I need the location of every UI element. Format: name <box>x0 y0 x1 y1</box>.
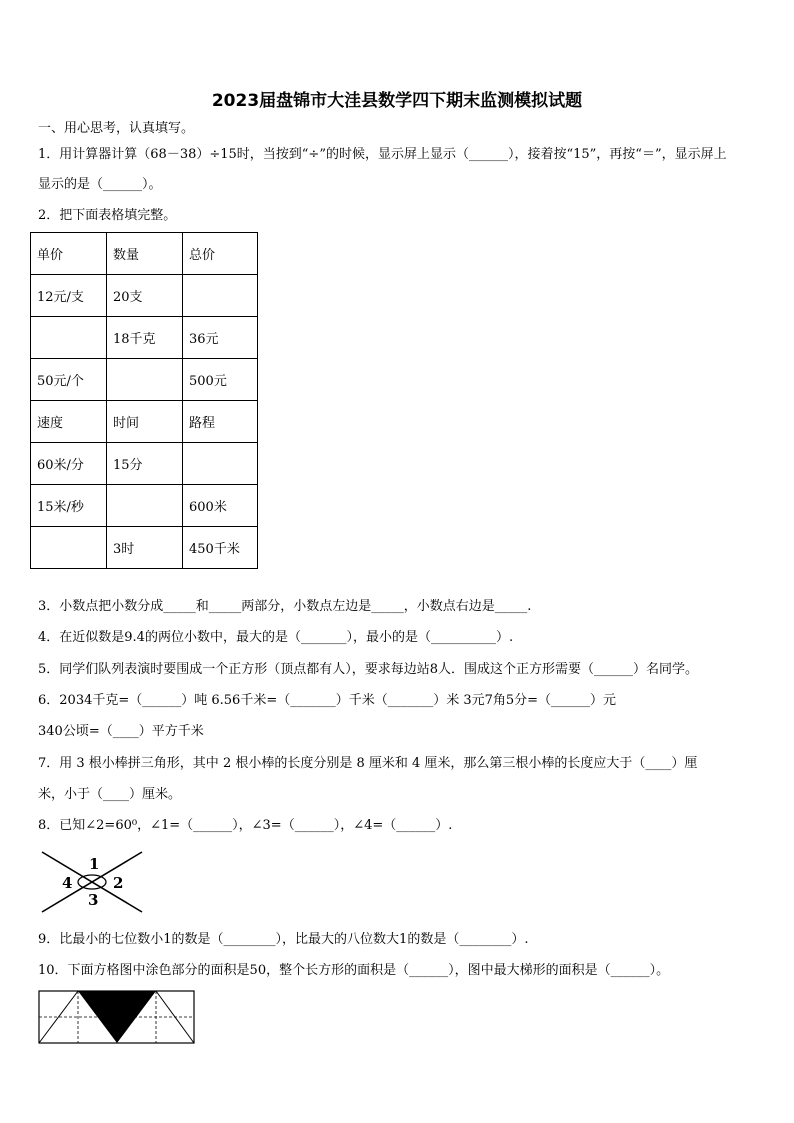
question-1-line-2: 显示的是（______）。 <box>38 177 162 192</box>
question-1-line-1: 1．用计算器计算（68－38）÷15时，当按到“÷”的时候，显示屏上显示（______），接着按“15”，再按“＝”，显示屏上 <box>38 147 727 162</box>
table-cell: 数量 <box>107 233 183 275</box>
table-cell: 18千克 <box>107 317 183 359</box>
angle-label-2: 2 <box>113 874 124 892</box>
question-6-line-2: 340公顷=（____）平方千米 <box>38 724 204 739</box>
table-cell: 15分 <box>107 443 183 485</box>
table-row <box>31 275 258 317</box>
question-2-text: 2．把下面表格填完整。 <box>38 208 177 223</box>
unit-price-table <box>30 232 258 569</box>
table-cell: 15米/秒 <box>31 485 107 527</box>
table-cell: 单价 <box>31 233 107 275</box>
question-7-line-2: 米，小于（____）厘米。 <box>38 787 182 802</box>
intersecting-lines-diagram <box>36 848 148 916</box>
table-cell <box>107 485 183 527</box>
angle-label-4: 4 <box>62 874 73 892</box>
question-8-text: 8．已知∠2=60⁰，∠1=（______），∠3=（______），∠4=（______）. <box>38 818 453 833</box>
page-title: 2023届盘锦市大洼县数学四下期末监测模拟试题 <box>211 91 583 111</box>
question-7-line-1: 7．用 3 根小棒拼三角形，其中 2 根小棒的长度分别是 8 厘米和 4 厘米，那么第三根小棒的长度应大于（____）厘 <box>38 756 698 771</box>
table-row <box>31 527 258 569</box>
table-cell: 时间 <box>107 401 183 443</box>
table-cell: 600米 <box>183 485 258 527</box>
table-cell <box>183 443 258 485</box>
table-row <box>31 443 258 485</box>
angle-label-1: 1 <box>89 855 100 873</box>
question-4: 4．在近似数是9.4的两位小数中，最大的是（_______），最小的是（__________）. <box>38 630 514 645</box>
section-heading: 一、用心思考，认真填写。 <box>38 121 195 136</box>
table-cell <box>107 359 183 401</box>
table-cell <box>31 317 107 359</box>
question-3: 3．小数点把小数分成_____和_____两部分，小数点左边是_____，小数点右边是_____. <box>38 599 532 614</box>
table-row <box>31 401 258 443</box>
table-cell <box>31 527 107 569</box>
table-cell: 总价 <box>183 233 258 275</box>
table-cell: 450千米 <box>183 527 258 569</box>
table-cell: 12元/支 <box>31 275 107 317</box>
table-row <box>31 233 258 275</box>
table-cell: 60米/分 <box>31 443 107 485</box>
table-cell: 20支 <box>107 275 183 317</box>
table-cell: 500元 <box>183 359 258 401</box>
table-row <box>31 317 258 359</box>
table-cell: 路程 <box>183 401 258 443</box>
table-cell: 36元 <box>183 317 258 359</box>
table-cell: 3时 <box>107 527 183 569</box>
table-row <box>31 359 258 401</box>
table-cell: 速度 <box>31 401 107 443</box>
table-cell: 50元/个 <box>31 359 107 401</box>
question-6-line-1: 6．2034千克=（______）吨 6.56千米=（_______）千米（_______）米 3元7角5分=（______）元 <box>38 693 617 708</box>
table-row <box>31 485 258 527</box>
table-cell <box>183 275 258 317</box>
grid-trapezoid-figure <box>38 990 196 1046</box>
question-10: 10．下面方格图中涂色部分的面积是50，整个长方形的面积是（______），图中最大梯形的面积是（______）。 <box>38 963 670 978</box>
question-9: 9．比最小的七位数小1的数是（________），比最大的八位数大1的数是（________）. <box>38 932 529 947</box>
angle-label-3: 3 <box>88 891 99 909</box>
question-5: 5．同学们队列表演时要围成一个正方形（顶点都有人），要求每边站8人．围成这个正方形需要（______）名同学。 <box>38 662 699 677</box>
